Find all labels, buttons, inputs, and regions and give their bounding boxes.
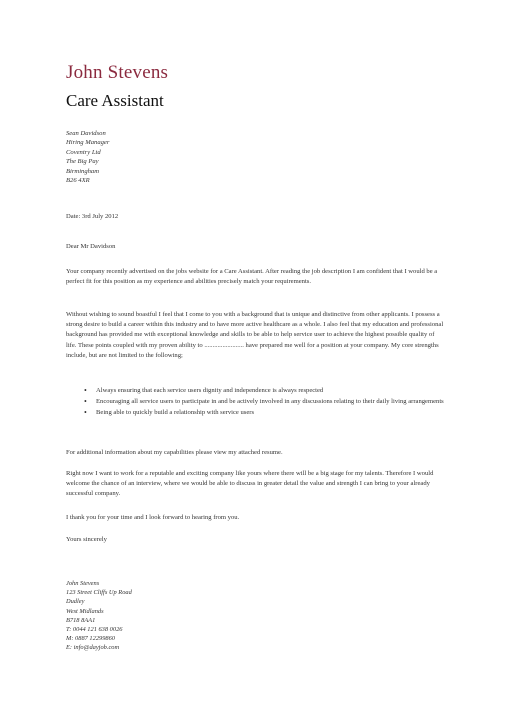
- bullet-icon: •: [84, 408, 87, 417]
- paragraph-interview: Right now I want to work for a reputable and exciting company like yours where there will be a big stage for my talents. Therefore I would welcome the chance of an interview, where we would be able to discuss in greater detail the value and strength I can bring to your already successful company.: [66, 470, 434, 498]
- bullet-icon: •: [84, 386, 87, 395]
- list-item: • Encouraging all service users to participate in and be actively involved in any discussions relating to their daily living arrangements: [84, 397, 444, 406]
- recipient-line: Sean Davidson: [66, 130, 106, 137]
- signature-line: E: info@dayjob.com: [66, 644, 120, 652]
- recipient-line: Birmingham: [66, 167, 99, 175]
- bullet-icon: •: [84, 397, 87, 406]
- signature-line: M: 0887 12299860: [66, 635, 115, 643]
- strengths-list: [66, 386, 446, 419]
- signature-line: T: 0044 121 638 0026: [66, 626, 123, 634]
- closing: Yours sincerely: [66, 536, 107, 543]
- recipient-line: Coventry Ltd: [66, 148, 101, 156]
- signature-block: [66, 579, 132, 653]
- recipient-address: [66, 129, 109, 185]
- paragraph-background: Without wishing to sound boastful I feel that I come to you with a background that is unique and distinctive from other applicants. I possess a strong desire to build a career within this industry and to have more active healthcare as a whole. I also feel that my education and professional background has provided me with exceptional knowledge and skills to be able to help service user to achieve the highest possible quality of life. These points coupled with my proven ability to ........................ have prepared me well for a position at your company. My core strengths include, but are not limited to the following;: [66, 311, 444, 359]
- list-item: • Being able to quickly build a relationship with service users: [84, 408, 255, 417]
- signature-line: West Midlands: [66, 607, 104, 615]
- paragraph-thanks: I thank you for your time and I look forward to hearing from you.: [66, 514, 240, 521]
- letter-date: Date: 3rd July 2012: [66, 213, 119, 220]
- signature-line: 123 Street Cliffs Up Road: [66, 589, 132, 597]
- recipient-line: The Big Pay: [66, 158, 99, 166]
- list-item: • Always ensuring that each service users dignity and independence is always respected: [84, 386, 324, 395]
- signature-line: John Stevens: [66, 580, 100, 587]
- signature-line: Dudley: [66, 598, 85, 606]
- paragraph-resume: For additional information about my capabilities please view my attached resume.: [66, 449, 283, 456]
- paragraph-intro: Your company recently advertised on the jobs website for a Care Assistant. After reading the job description I am confident that I would be a perfect fit for this position as my experience and abilities precisely match your requirements.: [66, 268, 438, 286]
- job-title: Care Assistant: [66, 91, 164, 110]
- recipient-line: Hiring Manager: [66, 139, 110, 147]
- applicant-name: John Stevens: [66, 62, 169, 83]
- signature-line: B718 8AA1: [66, 616, 96, 624]
- recipient-line: B26 4XR: [66, 177, 90, 185]
- salutation: Dear Mr Davidson: [66, 243, 116, 250]
